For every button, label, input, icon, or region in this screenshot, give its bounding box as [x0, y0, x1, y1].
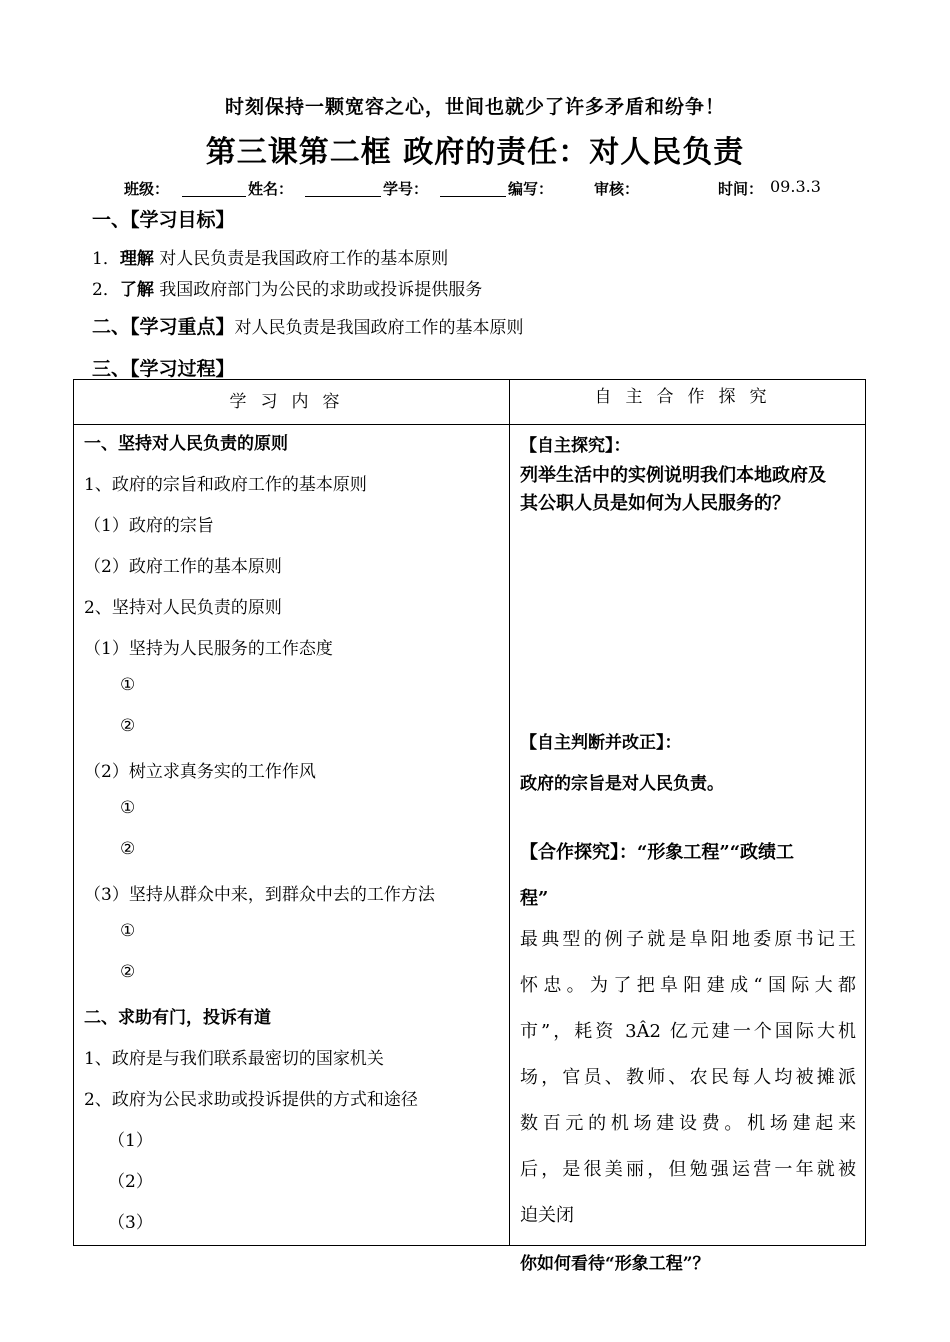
col2-header: 自主合作探究	[594, 387, 781, 407]
content-line: 2、坚持对人民负责的原则	[84, 598, 282, 618]
reviewer-label: 审核：	[594, 180, 640, 198]
explore-heading: 【自主探究】：	[520, 436, 631, 456]
content-line: ①	[120, 798, 136, 818]
content-line: （3）坚持从群众中来，到群众中去的工作方法	[84, 885, 435, 905]
content-line: ②	[120, 716, 136, 736]
col1-header-cell	[74, 380, 510, 425]
number-blank	[440, 178, 506, 197]
time-label: 时间：	[718, 180, 764, 198]
name-blank	[305, 178, 381, 197]
section1-heading: 一、【学习目标】	[92, 209, 235, 231]
judge-text: 政府的宗旨是对人民负责。	[520, 774, 724, 794]
explore-question-1: 列举生活中的实例说明我们本地政府及	[520, 465, 826, 486]
content-line: （1）政府的宗旨	[84, 516, 214, 536]
author-label: 编写：	[508, 180, 554, 198]
content-line: 一、坚持对人民负责的原则	[84, 434, 288, 454]
case-line: 市”，耗资 3Â2 亿元建一个国际大机	[520, 1021, 856, 1042]
page-title: 第三课第二框 政府的责任：对人民负责	[205, 135, 745, 170]
col2-header-cell	[510, 380, 866, 425]
content-line: 二、求助有门，投诉有道	[84, 1008, 271, 1028]
objective-2-num: 2．	[92, 280, 120, 300]
content-line: ①	[120, 675, 136, 695]
objective-2-text: 我国政府部门为公民的求助或投诉提供服务	[153, 280, 483, 300]
case-line: 后，是很美丽，但勉强运营一年就被	[520, 1159, 856, 1180]
motto: 时刻保持一颗宽容之心，世间也就少了许多矛盾和纷争！	[224, 96, 725, 118]
content-line: 2、政府为公民求助或投诉提供的方式和途径	[84, 1090, 418, 1110]
info-row	[0, 178, 950, 204]
name-label: 姓名：	[248, 180, 294, 198]
section2	[92, 312, 524, 339]
coop-heading-line2: 程”	[520, 888, 549, 909]
objective-1-text: 对人民负责是我国政府工作的基本原则	[153, 249, 449, 269]
content-line: （3）	[108, 1213, 153, 1233]
objective-2-verb: 了解	[119, 280, 154, 300]
content-line: （2）政府工作的基本原则	[84, 557, 282, 577]
section2-heading: 二、【学习重点】	[92, 316, 235, 338]
section2-text: 对人民负责是我国政府工作的基本原则	[234, 318, 524, 338]
objective-2	[92, 275, 482, 300]
case-line: 迫关闭	[520, 1205, 574, 1226]
time-value: 09.3.3	[770, 177, 821, 196]
content-line: （2）树立求真务实的工作作风	[84, 762, 316, 782]
objective-1-verb: 理解	[119, 249, 154, 269]
content-line: ①	[120, 921, 136, 941]
col1-header: 学习内容	[229, 392, 354, 412]
content-line: ②	[120, 839, 136, 859]
section3-heading: 三、【学习过程】	[92, 358, 235, 380]
coop-heading-line1: 【合作探究】：“形象工程”“政绩工	[520, 842, 795, 863]
objective-1-num: 1．	[92, 249, 120, 269]
content-line: ②	[120, 962, 136, 982]
content-line: 1、政府的宗旨和政府工作的基本原则	[84, 475, 367, 495]
content-line: 1、政府是与我们联系最密切的国家机关	[84, 1049, 384, 1069]
judge-heading: 【自主判断并改正】：	[520, 733, 682, 753]
study-table	[73, 379, 866, 1274]
content-line: （1）	[108, 1131, 153, 1151]
case-line: 数百元的机场建设费。机场建起来	[520, 1113, 856, 1134]
explore-question-2: 其公职人员是如何为人民服务的？	[520, 493, 790, 514]
content-line: （2）	[108, 1172, 153, 1192]
content-line: （1）坚持为人民服务的工作态度	[84, 639, 333, 659]
case-line: 怀忠。为了把阜阳建成“国际大都	[520, 975, 856, 996]
case-line: 场，官员、教师、农民每人均被摊派	[520, 1067, 856, 1088]
explore-cell	[510, 425, 866, 1274]
class-blank	[182, 178, 246, 197]
class-label: 班级：	[124, 180, 170, 198]
content-cell	[74, 425, 510, 1246]
objective-1	[92, 244, 448, 269]
case-line: 最典型的例子就是阜阳地委原书记王	[520, 929, 856, 950]
number-label: 学号：	[383, 180, 429, 198]
question-text: 你如何看待“形象工程”？	[520, 1254, 710, 1274]
